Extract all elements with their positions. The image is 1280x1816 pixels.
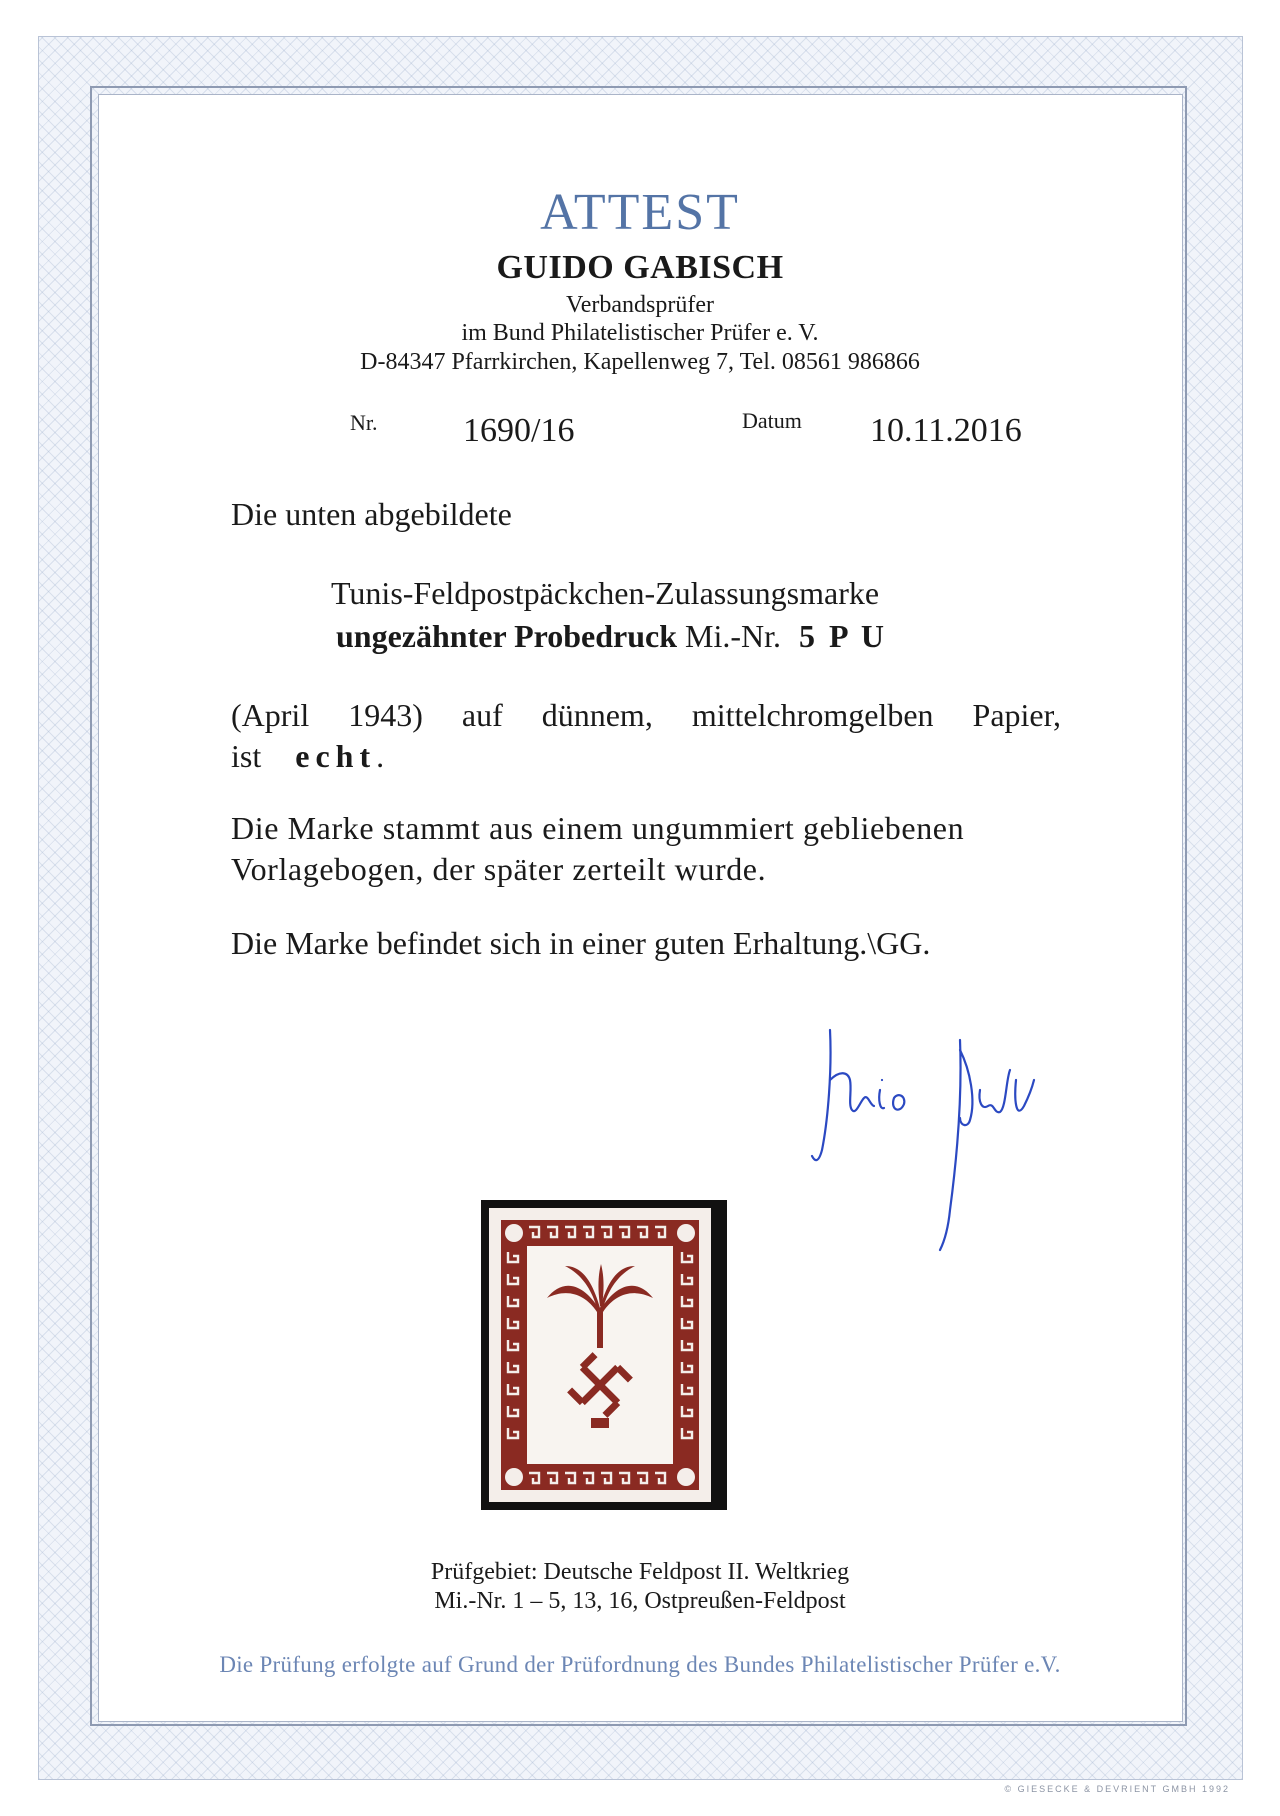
word: auf (461, 697, 503, 733)
certificate-number: 1690/16 (463, 412, 575, 449)
origin-line-2: Vorlagebogen, der später zerteilt wurde. (231, 851, 767, 887)
catalog-label: Mi.-Nr. (685, 618, 782, 654)
stamp-image (481, 1200, 727, 1510)
examiner-name: GUIDO GABISCH (496, 249, 784, 286)
item-description: Tunis-Feldpostpäckchen-Zulassungsmarke (331, 575, 880, 611)
genuine-line (231, 738, 384, 775)
paper-line (231, 697, 1061, 734)
intro-text: Die unten abgebildete (231, 496, 512, 532)
certificate-date: 10.11.2016 (870, 412, 1022, 449)
regulation-note: Die Prüfung erfolgte auf Grund der Prüfordnung des Bundes Philatelistischer Prüfer e.V. (219, 1652, 1061, 1677)
printer-imprint: © GIESECKE & DEVRIENT GMBH 1992 (1004, 1784, 1230, 1794)
word: dünnem, (541, 697, 653, 733)
examiner-role: Verbandsprüfer (566, 292, 714, 318)
condition-text: Die Marke befindet sich in einer guten Erhaltung.\GG. (231, 925, 931, 961)
item-type: ungezähnter Probedruck (336, 618, 678, 654)
examiner-address: D-84347 Pfarrkirchen, Kapellenweg 7, Tel. 08561 986866 (360, 349, 920, 375)
genuine-verdict: echt (295, 738, 377, 774)
test-catalog-range: Mi.-Nr. 1 – 5, 13, 16, Ostpreußen-Feldpost (434, 1588, 846, 1614)
origin-line-1: Die Marke stammt aus einem ungummiert gebliebenen (231, 810, 965, 846)
word: . (376, 738, 385, 774)
stamp-artwork (481, 1200, 727, 1510)
examiner-signature (810, 1010, 1110, 1260)
date-label: Datum (742, 408, 802, 433)
word: 1943) (348, 697, 423, 733)
word: mittelchromgelben (691, 697, 934, 733)
word: ist (231, 738, 262, 774)
word: (April (231, 697, 310, 733)
word: Papier, (972, 697, 1061, 733)
number-label: Nr. (350, 410, 378, 435)
test-area: Prüfgebiet: Deutsche Feldpost II. Weltkrieg (430, 1559, 850, 1585)
item-classification (336, 618, 887, 655)
catalog-number: 5 P U (799, 618, 887, 654)
certificate-title: ATTEST (540, 184, 740, 241)
examiner-association: im Bund Philatelistischer Prüfer e. V. (461, 320, 819, 346)
